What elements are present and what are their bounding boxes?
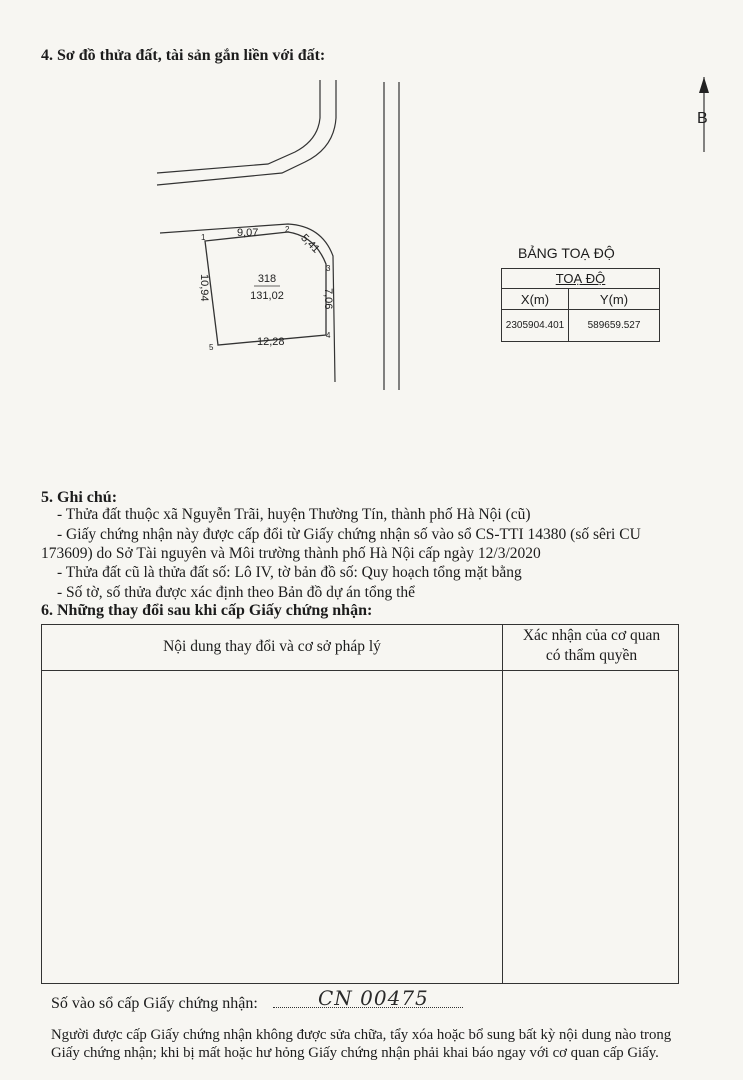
changes-col-confirm-line2: có thẩm quyền [545, 647, 638, 664]
changes-col-confirm-line1: Xác nhận của cơ quan [522, 627, 661, 644]
note-line-3: 173609) do Sở Tài nguyên và Môi trường thành phố Hà Nội cấp ngày 12/3/2020 [41, 545, 541, 562]
road-edge-upper-outer [157, 80, 320, 173]
note-line-2: - Giấy chứng nhận này được cấp đổi từ Giấy chứng nhận số vào sổ CS-TTI 14380 (số sêri CU [57, 526, 641, 543]
coord-header: TOẠ ĐỘ [502, 269, 660, 289]
edge-length-5-1: 10,94 [198, 274, 210, 302]
coord-col-y: Y(m) [569, 289, 660, 310]
edge-length-4-5: 12,28 [257, 336, 285, 348]
vertex-2: 2 [285, 225, 290, 234]
note-line-4: - Thửa đất cũ là thửa đất số: Lô IV, tờ bản đồ số: Quy hoạch tổng mặt bằng [57, 564, 522, 581]
north-arrow-head-icon [699, 77, 709, 93]
vertex-5: 5 [209, 343, 214, 352]
site-plan [0, 0, 743, 480]
changes-col-content: Nội dung thay đổi và cơ sở pháp lý [163, 638, 381, 655]
vertex-4: 4 [326, 331, 331, 340]
warning-line-2: Giấy chứng nhận; khi bị mất hoặc hư hỏng Giấy chứng nhận phải khai báo ngay với cơ quan cấp Giấy. [51, 1045, 659, 1061]
coord-row-y: 589659.527 [569, 310, 660, 342]
note-line-1: - Thửa đất thuộc xã Nguyễn Trãi, huyện Thường Tín, thành phố Hà Nội (cũ) [57, 506, 531, 523]
north-label: B [697, 110, 708, 127]
registry-value-handwritten: CN 00475 [318, 986, 429, 1010]
warning-line-1: Người được cấp Giấy chứng nhận không được sửa chữa, tẩy xóa hoặc bổ sung bất kỳ nội dung nào trong [51, 1027, 672, 1043]
changes-column-divider [502, 625, 503, 983]
changes-header-divider [42, 670, 678, 671]
parcel-number: 318 [257, 273, 277, 285]
section-6-title: 6. Những thay đổi sau khi cấp Giấy chứng nhận: [41, 602, 373, 619]
edge-length-3-4: 7,06 [322, 288, 334, 310]
vertex-1: 1 [201, 233, 206, 242]
coord-table [501, 268, 660, 342]
section-5-title: 5. Ghi chú: [41, 489, 118, 506]
parcel-area: 131,02 [250, 290, 284, 302]
section-4-title: 4. Sơ đồ thửa đất, tài sản gắn liền với đất: [41, 47, 326, 64]
coord-row-x: 2305904.401 [502, 310, 569, 342]
vertex-3: 3 [326, 264, 331, 273]
edge-length-1-2: 9,07 [237, 227, 259, 239]
note-line-5: - Số tờ, số thửa được xác định theo Bản đồ dự án tổng thể [57, 584, 415, 601]
edge-length-2-3: 5,41 [298, 231, 322, 256]
changes-table [41, 624, 679, 984]
coord-col-x: X(m) [502, 289, 569, 310]
road-edge-upper-inner [157, 80, 336, 185]
registry-label: Số vào sổ cấp Giấy chứng nhận: [51, 995, 258, 1012]
coord-table-title: BẢNG TOẠ ĐỘ [518, 245, 615, 261]
